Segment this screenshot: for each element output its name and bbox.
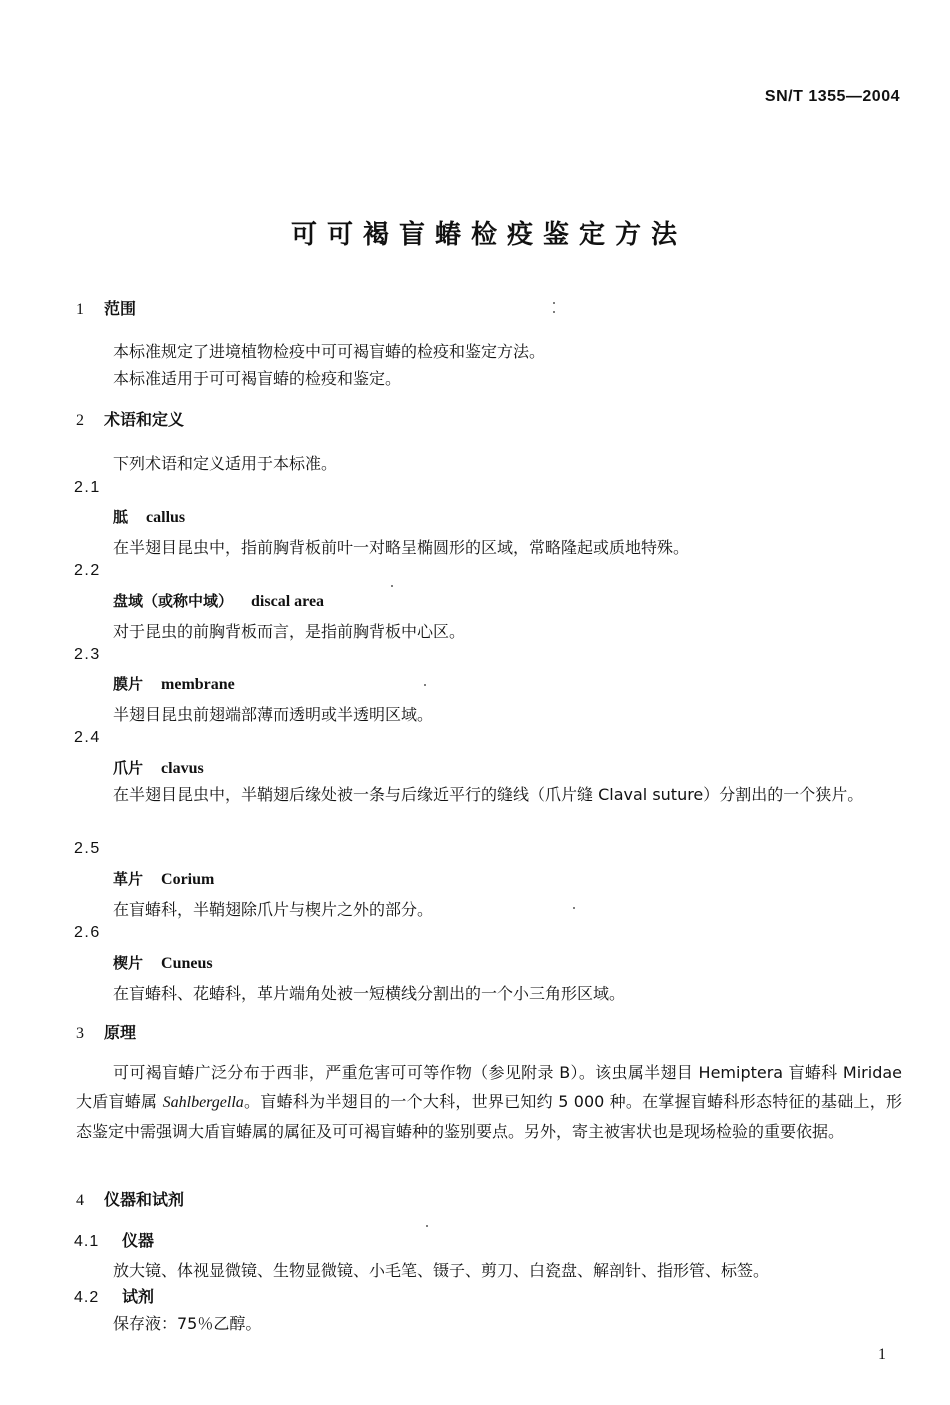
scan-speck [426, 1225, 428, 1227]
section-4-1-para: 放大镜、体视显微镜、生物显微镜、小毛笔、镊子、剪刀、白瓷盘、解剖针、指形管、标签。 [113, 1261, 770, 1280]
section-title: 原理 [104, 1023, 137, 1042]
section-1-para-2: 本标准适用于可可褐盲蝽的检疫和鉴定。 [113, 369, 402, 388]
term-number: 2.4 [74, 729, 101, 746]
section-1-heading [76, 296, 136, 319]
section-title: 仪器和试剂 [104, 1190, 185, 1209]
section-title: 范围 [104, 299, 137, 318]
section-3-heading [76, 1020, 136, 1043]
term-definition: 在盲蝽科、花蝽科，革片端角处被一短横线分割出的一个小三角形区域。 [113, 984, 626, 1003]
term-number: 2.2 [74, 562, 101, 579]
term-en: membrane [161, 676, 235, 693]
term-heading [113, 506, 185, 527]
section-number: 2 [76, 412, 84, 429]
section-number: 4 [76, 1192, 84, 1209]
section-2-intro: 下列术语和定义适用于本标准。 [113, 454, 338, 473]
section-number: 4.1 [74, 1233, 100, 1250]
term-en: clavus [161, 760, 204, 777]
term-en: discal area [251, 593, 325, 610]
section-title: 术语和定义 [104, 410, 185, 429]
term-heading [113, 868, 214, 889]
section-4-heading [76, 1187, 184, 1210]
section-number: 3 [76, 1025, 84, 1042]
term-definition: 在半翅目昆虫中，指前胸背板前叶一对略呈椭圆形的区域，常略隆起或质地特殊。 [113, 538, 690, 557]
scan-speck [424, 684, 426, 686]
term-definition: 半翅目昆虫前翅端部薄而透明或半透明区域。 [113, 705, 434, 724]
term-zh: 爪片 [113, 759, 144, 777]
term-definition: 对于昆虫的前胸背板而言，是指前胸背板中心区。 [113, 622, 466, 641]
scan-speck [553, 302, 555, 304]
term-definition: 在盲蝽科，半鞘翅除爪片与楔片之外的部分。 [113, 900, 434, 919]
term-number: 2.6 [74, 924, 101, 941]
term-number: 2.3 [74, 646, 101, 663]
term-zh: 胝 [113, 508, 129, 526]
term-zh: 革片 [113, 870, 144, 888]
scan-speck [553, 311, 555, 313]
term-heading [113, 590, 324, 611]
genus-name: Sahlbergella [162, 1094, 244, 1111]
term-zh: 楔片 [113, 954, 144, 972]
term-number: 2.5 [74, 840, 101, 857]
para-part: 。盲蝽科为半翅目的一个大科，世界已知约 5 000 种。在掌握盲蝽科形态特征的基础上，形态鉴定中需强调大盾盲蝽属的属征及可可褐盲蝽种的鉴别要点。另外，寄主被害状也是现场检验的重要依据。 [76, 1092, 902, 1141]
term-heading [113, 673, 235, 694]
standard-code: SN/T 1355—2004 [764, 88, 900, 105]
scan-speck [573, 907, 575, 909]
section-number: 4.2 [74, 1289, 100, 1306]
term-number: 2.1 [74, 479, 101, 496]
section-1-para-1: 本标准规定了进境植物检疫中可可褐盲蝽的检疫和鉴定方法。 [113, 342, 546, 361]
section-4-2-heading [74, 1284, 154, 1307]
section-number: 1 [76, 301, 84, 318]
term-en: callus [146, 509, 186, 526]
term-zh: 盘域（或称中域） [113, 592, 234, 610]
term-definition: 在半翅目昆虫中，半鞘翅后缘处被一条与后缘近平行的缝线（爪片缝 Claval suture）分割出的一个狭片。 [113, 785, 864, 804]
section-title: 仪器 [122, 1231, 155, 1250]
section-title: 试剂 [122, 1287, 155, 1306]
document-title: 可可褐盲蝽检疫鉴定方法 [290, 220, 687, 250]
section-4-2-para: 保存液：75％乙醇。 [113, 1314, 262, 1333]
para-part: 可可褐盲蝽广泛分布于西非，严重危害可可等作物（参见附录 B）。该虫属半翅目 Hemiptera 盲蝽科 Miridae 大盾盲蝽属 [76, 1063, 902, 1111]
page-number: 1 [878, 1346, 886, 1363]
term-en: Corium [161, 871, 215, 888]
section-3-paragraph [76, 1058, 902, 1146]
scan-speck [391, 585, 393, 587]
section-4-1-heading [74, 1228, 154, 1251]
term-heading [113, 757, 204, 778]
term-zh: 膜片 [113, 675, 144, 693]
term-heading [113, 952, 213, 973]
section-2-heading [76, 407, 184, 430]
term-en: Cuneus [161, 955, 213, 972]
